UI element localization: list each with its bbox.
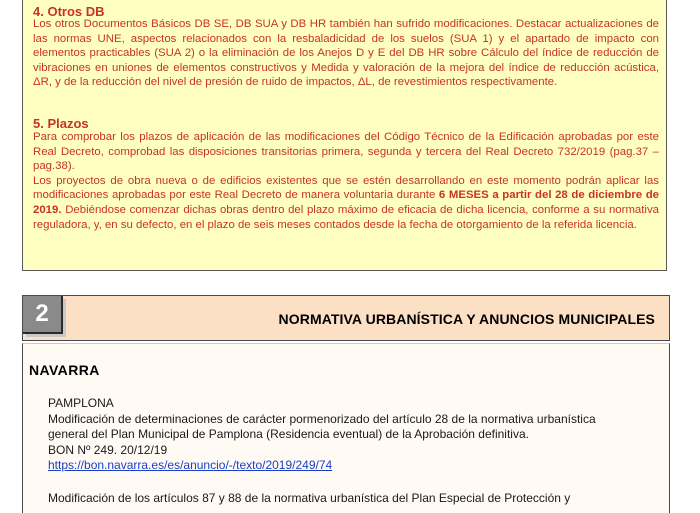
section-box-otros-db-plazos <box>22 0 667 271</box>
entry-description-line: general del Plan Municipal de Pamplona (Residencia eventual) de la Aprobación definitiva. <box>48 427 529 442</box>
section-4-body <box>33 17 659 90</box>
section-4-paragraph: Los otros Documentos Básicos DB SE, DB SUA y DB HR también han sufrido modificaciones. Destacar actualizaciones de las normas UNE, aspectos relacionados con la resbaladicidad de los suelos (SUA 1) y el apartado de impacto con elementos practicables (SUA 2) o la eliminación de los Anejos D y E del DB HR sobre Cálculo del índice de reducción de vibraciones en uniones de elementos constructivos y Medida y valoración de la mejora del índice de reducción acústica, ΔR, y de la reducción del nivel de presión de ruido de impactos, ΔL, de revestimientos respectivamente. <box>33 18 659 89</box>
navarra-content-box <box>22 343 670 513</box>
section-number-badge: 2 <box>23 296 63 334</box>
section-5-title: 5. Plazos <box>33 116 89 131</box>
entry-city: PAMPLONA <box>48 396 114 410</box>
section-header-bar <box>22 295 670 341</box>
entry-description-line: Modificación de determinaciones de carácter pormenorizado del artículo 28 de la normativa urbanística <box>48 411 596 426</box>
list-item <box>48 396 658 474</box>
deadline-highlight: 6 MESES a partir del 28 de diciembre de 2019. <box>33 189 660 216</box>
entry-link[interactable]: https://bon.navarra.es/es/anuncio/-/texto/2019/249/74 <box>48 458 333 473</box>
region-title: NAVARRA <box>29 362 100 378</box>
section-4-title: 4. Otros DB <box>33 4 105 19</box>
paragraph-text: Los proyectos de obra nueva o de edificios existentes que se estén desarrollando en este momento podrán aplicar las modificaciones aprobadas por este Real Decreto de manera voluntaria durante <box>33 174 659 202</box>
section-5-paragraph-1: Para comprobar los plazos de aplicación de las modificaciones del Código Técnico de la Edificación aprobadas por este Real Decreto, comprobad las disposiciones transitorias primera, segunda y tercera del Real Decreto 732/2019 (pag.37 – pag.38). <box>33 131 659 173</box>
section-5-body <box>33 130 659 232</box>
entry-description-line: Modificación de los artículos 87 y 88 de la normativa urbanística del Plan Especial de Protección y <box>48 491 571 505</box>
paragraph-text-end: Debiéndose comenzar dichas obras dentro del plazo máximo de eficacia de dicha licencia, conforme a su normativa reguladora, y, en su defecto, en el plazo de seis meses contados desde la fecha de otorgamiento de la referida licencia. <box>33 203 659 231</box>
section-header-title: NORMATIVA URBANÍSTICA Y ANUNCIOS MUNICIPALES <box>278 311 655 327</box>
list-item <box>48 491 658 507</box>
entry-bon-reference: BON Nº 249. 20/12/19 <box>48 442 168 457</box>
section-5-paragraph-2 <box>33 174 659 232</box>
